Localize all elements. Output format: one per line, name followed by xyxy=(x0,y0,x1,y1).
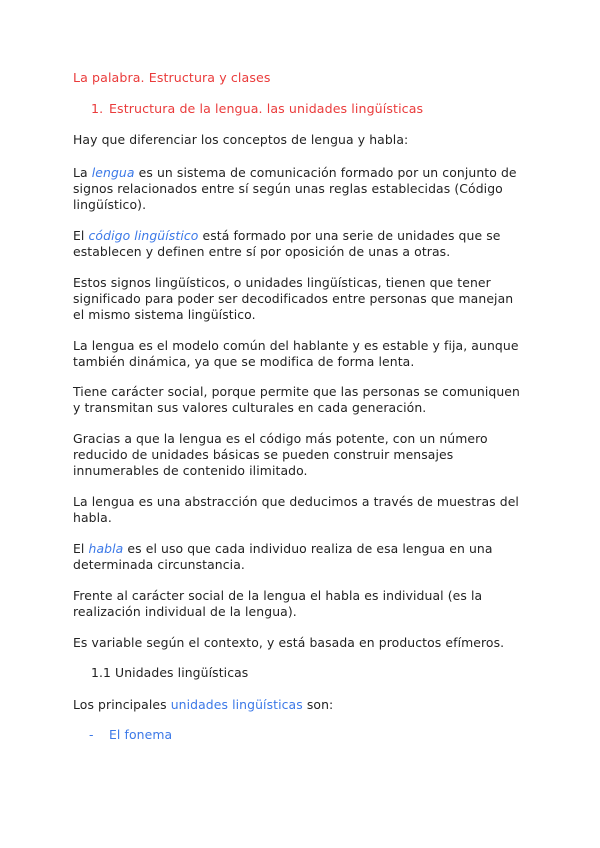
document-title: La palabra. Estructura y clases xyxy=(73,70,271,85)
paragraph-habla-line-2: determinada circunstancia. xyxy=(73,557,245,572)
term-lengua: lengua xyxy=(91,165,135,180)
paragraph-gracias-line-1: Gracias a que la lengua es el código más potente, con un número xyxy=(73,431,488,446)
list-item-label: El fonema xyxy=(109,727,173,742)
paragraph-signos-line-2: significado para poder ser decodificados entre personas que manejan xyxy=(73,291,514,306)
paragraph-intro: Hay que diferenciar los conceptos de lengua y habla: xyxy=(73,132,409,147)
paragraph-modelo-line-2: también dinámica, ya que se modifica de forma lenta. xyxy=(73,354,415,369)
paragraph-variable: Es variable según el contexto, y está basada en productos efímeros. xyxy=(73,635,505,650)
paragraph-codigo-line-1 xyxy=(73,228,501,244)
dash-bullet-icon: - xyxy=(89,727,94,742)
paragraph-frente-line-2: realización individual de la lengua). xyxy=(73,604,297,619)
paragraph-gracias-line-2: reducido de unidades básicas se pueden construir mensajes xyxy=(73,447,454,462)
text: El xyxy=(73,228,89,243)
paragraph-signos-line-3: el mismo sistema lingüístico. xyxy=(73,307,256,322)
paragraph-lengua-line-2: signos relacionados entre sí según unas reglas establecidas (Código xyxy=(73,181,503,196)
section-heading-1 xyxy=(91,101,423,117)
paragraph-social-line-1: Tiene carácter social, porque permite que las personas se comuniquen xyxy=(73,384,520,399)
paragraph-lengua-line-1 xyxy=(73,165,517,181)
text: es un sistema de comunicación formado por un conjunto de xyxy=(134,165,517,180)
paragraph-signos-line-1: Estos signos lingüísticos, o unidades lingüísticas, tienen que tener xyxy=(73,275,491,290)
paragraph-codigo-line-2: establecen y definen entre sí por oposición de unas a otras. xyxy=(73,244,451,259)
paragraph-modelo-line-1: La lengua es el modelo común del hablante y es estable y fija, aunque xyxy=(73,338,519,353)
section-heading-text: Estructura de la lengua. las unidades lingüísticas xyxy=(109,101,424,116)
paragraph-abstraccion-line-1: La lengua es una abstracción que deducimos a través de muestras del xyxy=(73,494,519,509)
text: La xyxy=(73,165,92,180)
term-unidades-linguisticas: unidades lingüísticas xyxy=(170,697,303,712)
text: El xyxy=(73,541,89,556)
paragraph-frente-line-1: Frente al carácter social de la lengua el habla es individual (es la xyxy=(73,588,483,603)
paragraph-units-intro xyxy=(73,697,333,713)
text: es el uso que cada individuo realiza de esa lengua en una xyxy=(123,541,493,556)
term-habla: habla xyxy=(88,541,124,556)
paragraph-abstraccion-line-2: habla. xyxy=(73,510,112,525)
text: son: xyxy=(302,697,334,712)
list-item-fonema xyxy=(89,727,172,743)
paragraph-gracias-line-3: innumerables de contenido ilimitado. xyxy=(73,463,308,478)
paragraph-lengua-line-3: lingüístico). xyxy=(73,197,147,212)
paragraph-habla-line-1 xyxy=(73,541,493,557)
section-number: 1. xyxy=(91,101,104,116)
term-codigo-linguistico: código lingüístico xyxy=(88,228,199,243)
text: Los principales xyxy=(73,697,171,712)
section-heading-1-1: 1.1 Unidades lingüísticas xyxy=(91,665,249,680)
text: está formado por una serie de unidades que se xyxy=(198,228,501,243)
paragraph-social-line-2: y transmitan sus valores culturales en cada generación. xyxy=(73,400,427,415)
